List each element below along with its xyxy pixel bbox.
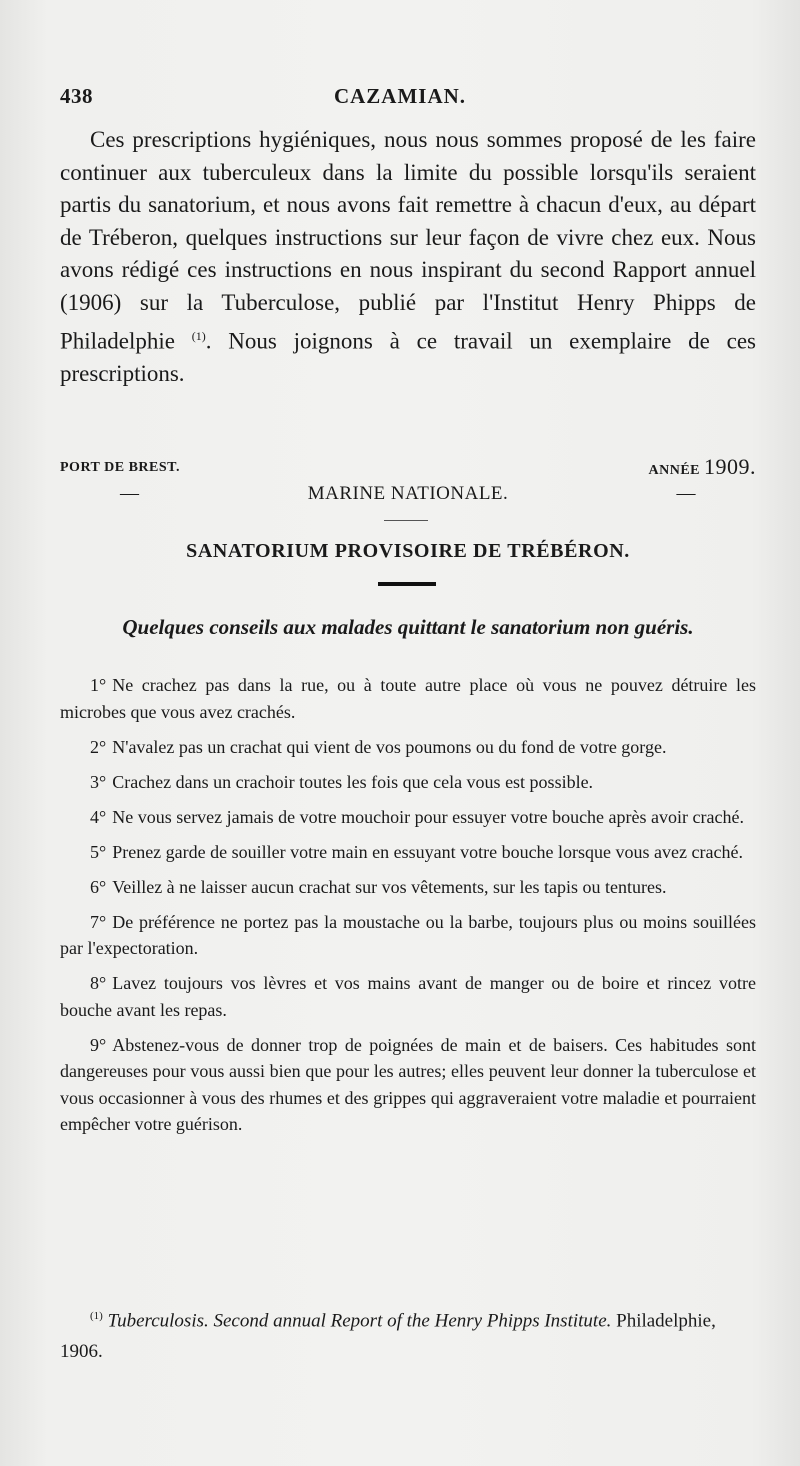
year-label: ANNÉE (648, 463, 700, 478)
document-subtitle: Quelques conseils aux malades quittant le sanatorium non guéris. (122, 615, 694, 639)
advice-item (60, 804, 756, 831)
advice-item (60, 769, 756, 796)
footnote-citation: Tuberculosis. Second annual Report of the Henry Phipps Institute. (107, 1310, 612, 1332)
advice-text: Lavez toujours vos lèvres et vos mains avant de manger ou de boire et rincez votre bouche avant les repas. (60, 973, 756, 1020)
port-label: PORT DE BREST. (60, 460, 180, 475)
footnote-mark: (1) (90, 1310, 103, 1322)
advice-text: Crachez dans un crachoir toutes les fois que cela vous est possible. (112, 771, 594, 792)
advice-number: 8° (90, 973, 107, 993)
year-line (648, 454, 756, 480)
advice-number: 5° (90, 841, 107, 862)
advice-item (60, 1032, 756, 1138)
advice-text: Prenez garde de souiller votre main en essuyant votre bouche lorsque vous avez craché. (112, 841, 743, 862)
page-number: 438 (60, 84, 93, 108)
advice-item (60, 734, 756, 761)
advice-number: 1° (90, 675, 107, 695)
advice-list (60, 672, 756, 1146)
intro-paragraph (60, 124, 756, 390)
advice-item (60, 839, 756, 866)
advice-text: Ne vous servez jamais de votre mouchoir pour essuyer votre bouche après avoir craché. (112, 806, 744, 827)
advice-number: 2° (90, 736, 107, 757)
footnote-place-date: Philadelphie, 1906. (60, 1310, 716, 1363)
advice-number: 3° (90, 771, 107, 792)
intro-text: Ces prescriptions hygiéniques, nous nous sommes proposé de les faire continuer aux tuberculeux dans la limite du possible lorsqu'ils seraient partis du sanatorium, et nous avons fait remettre à chacun d'eux, au départ de Tréberon, quelques instructions sur leur façon de vivre chez eux. Nous avons rédigé ces instructions en nous inspirant du second Rapport annuel (1906) sur la Tuberculose, publié par l'Institut Henry Phipps de Philadelphie (60, 127, 756, 354)
page-header (60, 84, 740, 114)
advice-text: Ne crachez pas dans la rue, ou à toute autre place où vous ne pouvez détruire les microbes que vous avez crachés. (60, 675, 756, 722)
year-value: 1909. (704, 454, 756, 479)
footnote (60, 1301, 756, 1367)
advice-number: 6° (90, 876, 107, 897)
advice-number: 7° (90, 911, 107, 932)
advice-number: 9° (90, 1034, 107, 1055)
footnote-reference: (1) (191, 328, 206, 343)
document-title: SANATORIUM PROVISOIRE DE TRÉBÉRON. (186, 540, 630, 562)
service-name: MARINE NATIONALE. (307, 483, 509, 504)
divider-rule (384, 520, 428, 521)
advice-text: De préférence ne portez pas la moustache ou la barbe, toujours plus ou moins souillées par l'expectoration. (60, 911, 756, 958)
dash-left: — (120, 483, 140, 504)
intro-text-end: . Nous joignons à ce travail un exemplaire de ces prescriptions. (60, 328, 756, 386)
advice-item (60, 909, 756, 962)
running-head: CAZAMIAN. (333, 84, 467, 108)
dash-right: — (676, 483, 696, 504)
thick-divider-rule (378, 582, 436, 586)
advice-item (60, 970, 756, 1023)
advice-item (60, 672, 756, 725)
advice-text: Abstenez-vous de donner trop de poignées de main et de baisers. Ces habitudes sont dangereuses pour vous aussi bien que pour les autres; elles peuvent leur donner la tuberculose et vous occasionner à vous des rhumes et des grippes qui aggraveraient votre maladie et pourraient empêcher votre guérison. (60, 1034, 756, 1134)
advice-text: N'avalez pas un crachat qui vient de vos poumons ou du fond de votre gorge. (112, 736, 667, 757)
advice-item (60, 874, 756, 901)
advice-number: 4° (90, 806, 107, 827)
advice-text: Veillez à ne laisser aucun crachat sur vos vêtements, sur les tapis ou tentures. (112, 876, 667, 897)
